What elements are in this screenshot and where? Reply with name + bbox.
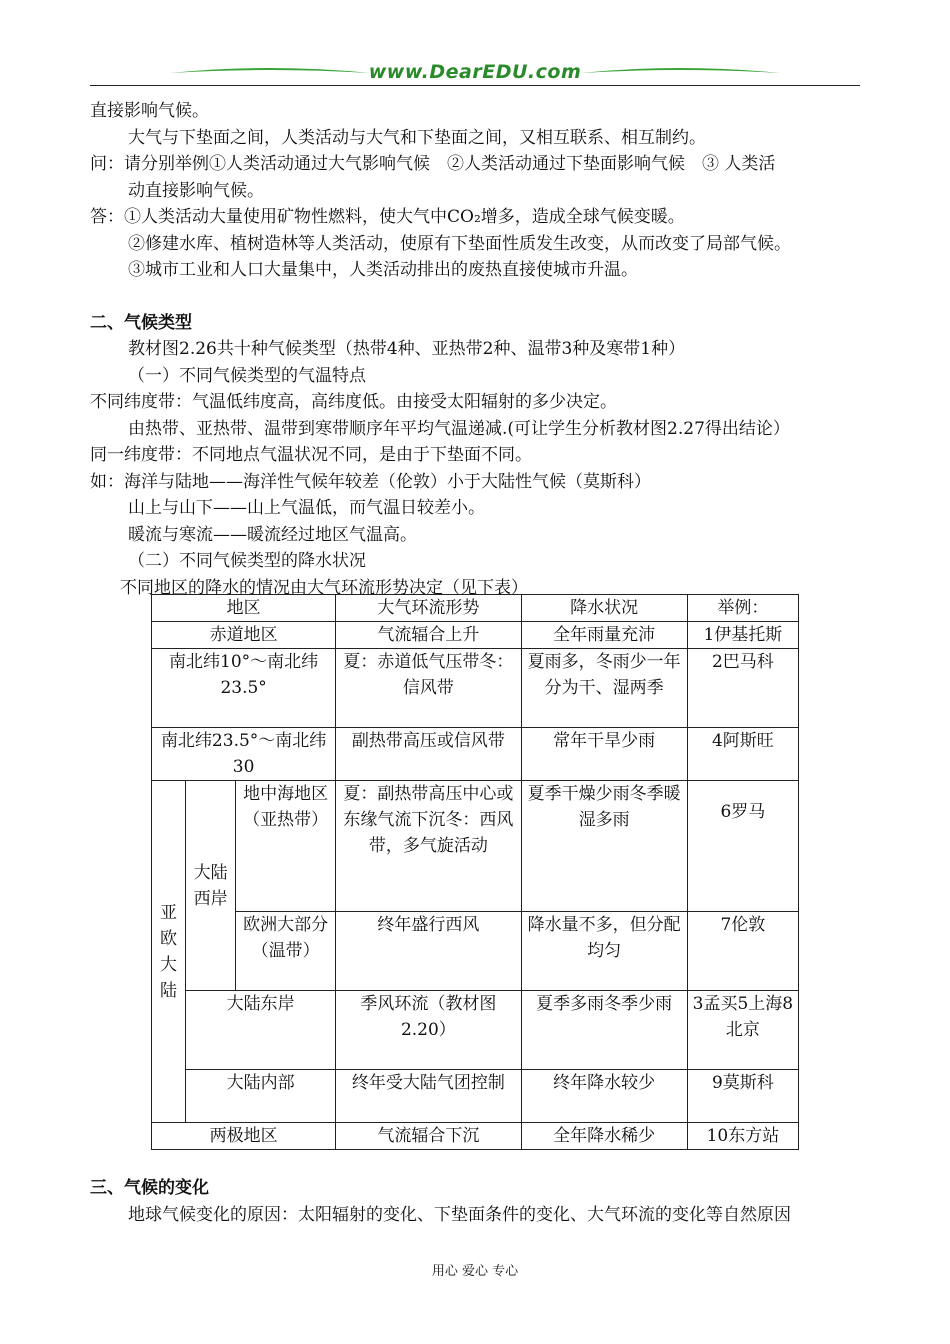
table-cell: 大陆内部 xyxy=(186,1070,336,1123)
table-cell: 夏：赤道低气压带冬：信风带 xyxy=(336,649,521,728)
paragraph: 由热带、亚热带、温带到寒带顺序年平均气温递减.(可让学生分析教材图2.27得出结论） xyxy=(128,418,790,439)
paragraph: 暖流与寒流——暖流经过地区气温高。 xyxy=(128,524,417,545)
question-line: 动直接影响气候。 xyxy=(128,180,264,201)
table-cell: 大陆东岸 xyxy=(186,991,336,1070)
table-cell: 终年受大陆气团控制 xyxy=(336,1070,521,1123)
table-cell: 夏雨多，冬雨少一年分为干、湿两季 xyxy=(521,649,687,728)
table-cell: 终年盛行西风 xyxy=(336,912,521,991)
table-cell: 9莫斯科 xyxy=(687,1070,798,1123)
table-header: 举例： xyxy=(687,595,798,622)
table-row xyxy=(152,1123,799,1150)
answer-line: ②修建水库、植树造林等人类活动，使原有下垫面性质发生改变，从而改变了局部气候。 xyxy=(128,233,791,254)
table-row xyxy=(152,912,799,991)
answer-line: 答：①人类活动大量使用矿物性燃料，使大气中CO₂增多，造成全球气候变暖。 xyxy=(90,207,685,227)
table-cell: 3孟买5上海8北京 xyxy=(687,991,798,1070)
table-cell: 欧洲大部分（温带） xyxy=(236,912,336,991)
table-cell: 副热带高压或信风带 xyxy=(336,728,521,781)
subheading: （二）不同气候类型的降水状况 xyxy=(128,551,366,571)
table-row xyxy=(152,622,799,649)
paragraph: 大气与下垫面之间，人类活动与大气和下垫面之间，又相互联系、相互制约。 xyxy=(128,127,706,148)
table-cell: 亚欧大陆 xyxy=(152,781,186,1123)
table-cell: 全年雨量充沛 xyxy=(521,622,687,649)
table-cell: 2巴马科 xyxy=(687,649,798,728)
table-cell: 南北纬23.5°～南北纬30 xyxy=(152,728,336,781)
table-cell: 地中海地区（亚热带） xyxy=(236,781,336,912)
question-line: 问：请分别举例①人类活动通过大气影响气候 ②人类活动通过下垫面影响气候 ③ 人类活 xyxy=(90,154,776,174)
table-cell: 夏季干燥少雨冬季暖湿多雨 xyxy=(521,781,687,912)
table-row xyxy=(152,1070,799,1123)
table-cell: 南北纬10°～南北纬23.5° xyxy=(152,649,336,728)
paragraph: 如：海洋与陆地——海洋性气候年较差（伦敦）小于大陆性气候（莫斯科） xyxy=(90,471,651,492)
answer-line: ③城市工业和人口大量集中，人类活动排出的废热直接使城市升温。 xyxy=(128,260,638,280)
table-header: 地区 xyxy=(152,595,336,622)
paragraph: 不同地区的降水的情况由大气环流形势决定（见下表） xyxy=(120,577,528,598)
table-row xyxy=(152,649,799,728)
table-cell: 4阿斯旺 xyxy=(687,728,798,781)
table-cell: 10东方站 xyxy=(687,1123,798,1150)
paragraph: 山上与山下——山上气温低，而气温日较差小。 xyxy=(128,498,485,518)
paragraph: 同一纬度带：不同地点气温状况不同，是由于下垫面不同。 xyxy=(90,445,532,465)
paragraph: 直接影响气候。 xyxy=(90,101,209,121)
table-header: 降水状况 xyxy=(521,595,687,622)
table-cell: 季风环流（教材图2.20） xyxy=(336,991,521,1070)
main-content xyxy=(90,98,865,601)
table-cell: 6罗马 xyxy=(687,781,798,912)
section-heading: 二、气候类型 xyxy=(90,312,192,333)
table-header: 大气环流形势 xyxy=(336,595,521,622)
site-logo: www.DearEDU.com xyxy=(368,61,582,83)
page-header xyxy=(90,55,860,91)
table-cell: 终年降水较少 xyxy=(521,1070,687,1123)
table-row xyxy=(152,991,799,1070)
table-cell: 夏季多雨冬季少雨 xyxy=(521,991,687,1070)
page-footer: 用心 爱心 专心 xyxy=(431,1264,519,1279)
table-cell: 7伦敦 xyxy=(687,912,798,991)
table-cell: 降水量不多，但分配均匀 xyxy=(521,912,687,991)
subheading: （一）不同气候类型的气温特点 xyxy=(128,365,366,386)
section-three xyxy=(90,1175,865,1228)
table-header-row xyxy=(152,595,799,622)
header-rule xyxy=(90,85,860,86)
paragraph: 地球气候变化的原因：太阳辐射的变化、下垫面条件的变化、大气环流的变化等自然原因 xyxy=(128,1204,791,1225)
table-cell: 赤道地区 xyxy=(152,622,336,649)
table-cell: 1伊基托斯 xyxy=(687,622,798,649)
paragraph: 不同纬度带：气温低纬度高，高纬度低。由接受太阳辐射的多少决定。 xyxy=(90,392,617,412)
table-cell: 气流辐合上升 xyxy=(336,622,521,649)
table-row xyxy=(152,728,799,781)
table-cell: 大陆西岸 xyxy=(186,781,236,991)
table-row xyxy=(152,781,799,912)
table-cell: 常年干旱少雨 xyxy=(521,728,687,781)
table-cell: 全年降水稀少 xyxy=(521,1123,687,1150)
precipitation-table xyxy=(151,594,799,1150)
paragraph: 教材图2.26共十种气候类型（热带4种、亚热带2种、温带3种及寒带1种） xyxy=(128,339,686,359)
right-swoosh-icon xyxy=(580,61,780,81)
table-cell: 两极地区 xyxy=(152,1123,336,1150)
section-heading: 三、气候的变化 xyxy=(90,1178,209,1198)
table-cell: 夏：副热带高压中心或东缘气流下沉冬：西风带，多气旋活动 xyxy=(336,781,521,912)
table-cell: 气流辐合下沉 xyxy=(336,1123,521,1150)
